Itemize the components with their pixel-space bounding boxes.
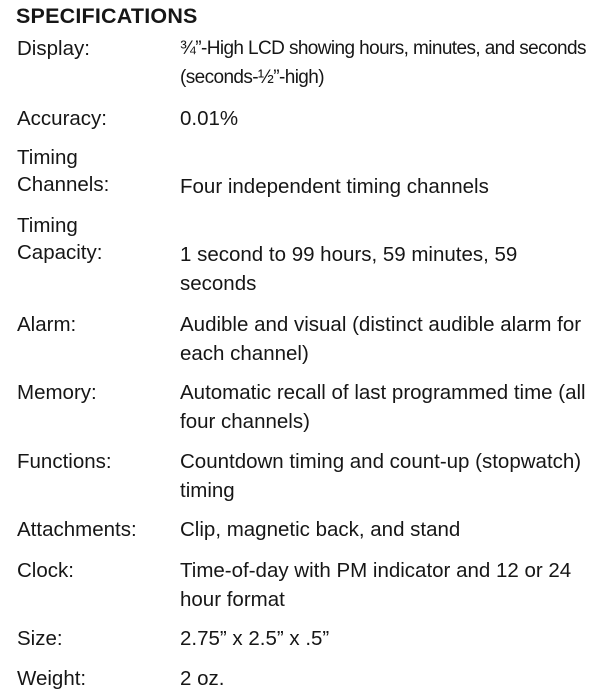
- spec-label-timing-capacity-line2: Capacity:: [17, 241, 103, 264]
- spec-value-attachments: Clip, magnetic back, and stand: [180, 518, 461, 541]
- spec-label-timing-capacity: [17, 212, 102, 266]
- spec-label-size: Size:: [17, 627, 63, 650]
- spec-value-size: 2.75” x 2.5” x .5”: [180, 627, 330, 650]
- spec-label-alarm: Alarm:: [17, 313, 77, 336]
- spec-label-memory: Memory:: [17, 381, 97, 404]
- spec-value-timing-channels: Four independent timing channels: [180, 175, 489, 198]
- spec-label-timing-channels-line2: Channels:: [17, 173, 110, 196]
- spec-value-clock: Time-of-day with PM indicator and 12 or 24 hour format: [180, 559, 572, 611]
- spec-label-functions: Functions:: [17, 450, 112, 473]
- spec-label-weight: Weight:: [17, 667, 87, 690]
- spec-value-alarm: Audible and visual (distinct audible alarm for each channel): [180, 313, 582, 365]
- spec-label-timing-capacity-line1: Timing: [17, 214, 78, 237]
- specifications-title: SPECIFICATIONS: [16, 4, 198, 28]
- spec-label-clock: Clock:: [17, 559, 74, 582]
- spec-label-timing-channels-line1: Timing: [17, 146, 78, 169]
- spec-label-display: Display:: [17, 37, 90, 60]
- spec-label-accuracy: Accuracy:: [17, 107, 107, 130]
- spec-value-display: ¾”-High LCD showing hours, minutes, and seconds (seconds-½”-high): [180, 38, 586, 88]
- spec-value-weight: 2 oz.: [180, 667, 225, 690]
- spec-value-accuracy: 0.01%: [180, 107, 239, 130]
- spec-value-functions: Countdown timing and count-up (stopwatch) timing: [180, 450, 582, 502]
- spec-label-attachments: Attachments:: [17, 518, 137, 541]
- spec-value-timing-capacity: 1 second to 99 hours, 59 minutes, 59 seconds: [180, 243, 518, 295]
- spec-label-timing-channels: [17, 144, 109, 198]
- spec-value-memory: Automatic recall of last programmed time (all four channels): [180, 381, 586, 433]
